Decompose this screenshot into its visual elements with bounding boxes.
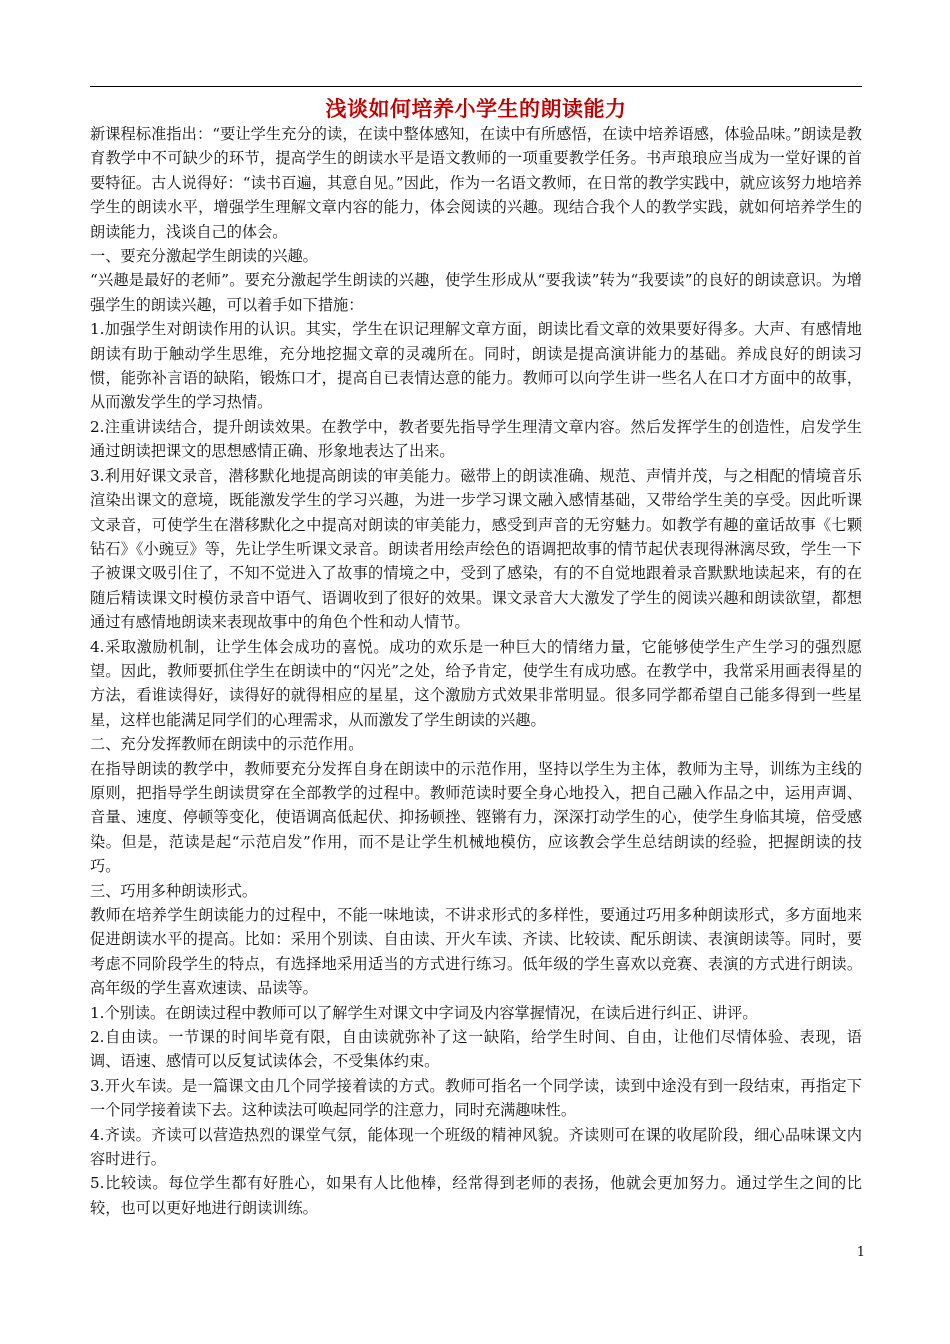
- paragraph: 2.自由读。一节课的时间毕竟有限，自由读就弥补了这一缺陷，给学生时间、自由，让他们尽情体验、表现，语调、语速、感情可以反复试读体会，不受集体约束。: [90, 1028, 862, 1071]
- paragraph: 4.采取激励机制，让学生体会成功的喜悦。成功的欢乐是一种巨大的情绪力量，它能够使学生产生学习的强烈愿望。因此，教师要抓住学生在朗读中的“闪光”之处，给予肯定，使学生有成功感。在教学中，我常采用画表得星的方法，看谁读得好，读得好的就得相应的星星，这个激励方式效果非常明显。很多同学都希望自己能多得到一些星星，这样也能满足同学们的心理需求，从而激发了学生朗读的兴趣。: [90, 637, 862, 729]
- paragraph: 2.注重讲读结合，提升朗读效果。在教学中，教者要先指导学生理清文章内容。然后发挥学生的创造性，启发学生通过朗读把课文的思想感情正确、形象地表达了出来。: [90, 417, 862, 461]
- section-heading: 一、要充分激起学生朗读的兴趣。: [90, 247, 318, 266]
- page-number: 1: [856, 1245, 865, 1260]
- paragraph: 1.个别读。在朗读过程中教师可以了解学生对课文中字词及内容掌握情况，在读后进行纠正、讲评。: [90, 1003, 758, 1022]
- document-title: 浅谈如何培养小学生的朗读能力: [325, 97, 627, 121]
- paragraph: 3.利用好课文录音，潜移默化地提高朗读的审美能力。磁带上的朗读准确、规范、声情并茂，与之相配的情境音乐渲染出课文的意境，既能激发学生的学习兴趣，为进一步学习课文融入感情基础，又带给学生美的享受。因此听课文录音，可使学生在潜移默化之中提高对朗读的审美能力，感受到声音的无穷魅力。如教学有趣的童话故事《七颗钻石》《小豌豆》等，先让学生听课文录音。朗读者用绘声绘色的语调把故事的情节起伏表现得淋漓尽致，学生一下子被课文吸引住了，不知不觉进入了故事的情境之中，受到了感染，有的不自觉地跟着录音默默地读起来，有的在随后精读课文时模仿录音中语气、语调收到了很好的效果。课文录音大大激发了学生的阅读兴趣和朗读欲望，都想通过有感情地朗读来表现故事中的角色个性和动人情节。: [90, 466, 862, 632]
- header-rule: [90, 86, 862, 87]
- paragraph: 5.比较读。每位学生都有好胜心，如果有人比他棒，经常得到老师的表扬，他就会更加努力。通过学生之间的比较，也可以更好地进行朗读训练。: [90, 1174, 862, 1217]
- paragraph: 3.开火车读。是一篇课文由几个同学接着读的方式。教师可指名一个同学读，读到中途没有到一段结束，再指定下一个同学接着读下去。这种读法可唤起同学的注意力，同时充满趣味性。: [90, 1076, 862, 1120]
- document-body: [90, 122, 862, 1220]
- paragraph: 4.齐读。齐读可以营造热烈的课堂气氛，能体现一个班级的精神风貌。齐读则可在课的收尾阶段，细心品味课文内容时进行。: [90, 1125, 862, 1169]
- paragraph: 教师在培养学生朗读能力的过程中，不能一味地读，不讲求形式的多样性，要通过巧用多种朗读形式，多方面地来促进朗读水平的提高。比如：采用个别读、自由读、开火车读、齐读、比较读、配乐朗读、表演朗读等。同时，要考虑不同阶段学生的特点，有选择地采用适当的方式进行练习。低年级的学生喜欢以竞赛、表演的方式进行朗读。高年级的学生喜欢速读、品读等。: [90, 906, 862, 998]
- paragraph: 新课程标准指出：“要让学生充分的读，在读中整体感知，在读中有所感悟，在读中培养语感，体验品味。”朗读是教育教学中不可缺少的环节，提高学生的朗读水平是语文教师的一项重要教学任务。书声琅琅应当成为一堂好课的首要特征。古人说得好：“读书百遍，其意自见。”因此，作为一名语文教师，在日常的教学实践中，就应该努力地培养学生的朗读水平，增强学生理解文章内容的能力，体会阅读的兴趣。现结合我个人的教学实践，就如何培养学生的朗读能力，浅谈自己的体会。: [90, 125, 862, 241]
- paragraph: 1.加强学生对朗读作用的认识。其实，学生在识记理解文章方面，朗读比看文章的效果要好得多。大声、有感情地朗读有助于触动学生思维，充分地挖掘文章的灵魂所在。同时，朗读是提高演讲能力的基础。养成良好的朗读习惯，能弥补言语的缺陷，锻炼口才，提高自已表情达意的能力。教师可以向学生讲一些名人在口才方面中的故事，从而激发学生的学习热情。: [90, 320, 862, 412]
- paragraph: “兴趣是最好的老师”。要充分激起学生朗读的兴趣，使学生形成从“要我读”转为“我要读”的良好的朗读意识。为增强学生的朗读兴趣，可以着手如下措施：: [90, 271, 862, 314]
- section-heading: 三、巧用多种朗读形式。: [90, 881, 258, 900]
- section-heading: 二、充分发挥教师在朗读中的示范作用。: [90, 735, 364, 754]
- paragraph: 在指导朗读的教学中，教师要充分发挥自身在朗读中的示范作用，坚持以学生为主体，教师为主导，训练为主线的原则，把指导学生朗读贯穿在全部教学的过程中。教师范读时要全身心地投入，把自己融入作品之中，运用声调、音量、速度、停顿等变化，使语调高低起伏、抑扬顿挫、铿锵有力，深深打动学生的心，使学生身临其境，倍受感染。但是，范读是起“示范启发”作用，而不是让学生机械地模仿，应该教会学生总结朗读的经验，把握朗读的技巧。: [90, 759, 862, 876]
